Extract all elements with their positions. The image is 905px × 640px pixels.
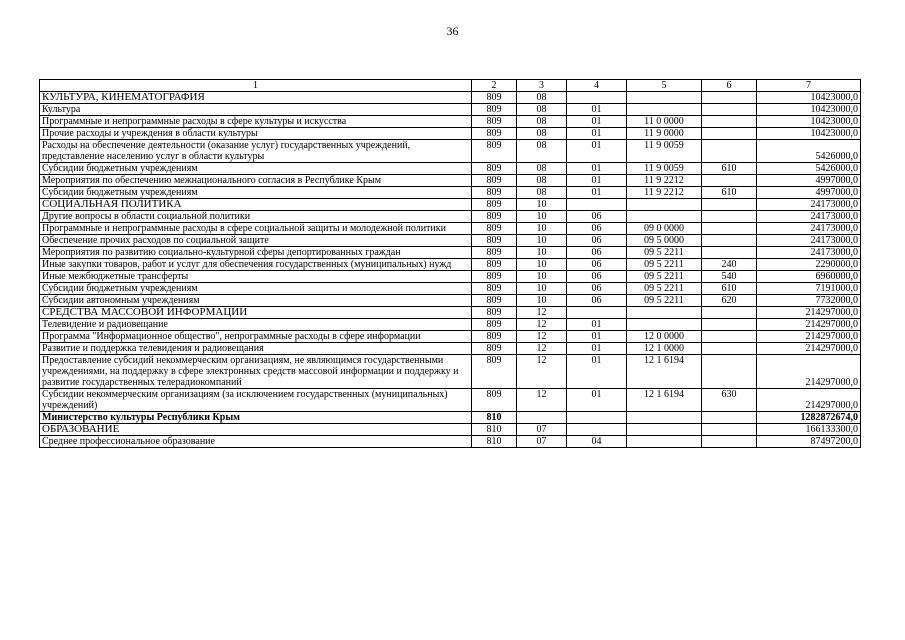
row-name: Программные и непрограммные расходы в сфере культуры и искусства	[40, 116, 472, 128]
cell-section-code: 08	[517, 187, 567, 199]
cell-section-code: 08	[517, 92, 567, 104]
cell-ministry-code: 809	[472, 187, 517, 199]
cell-section-code: 08	[517, 116, 567, 128]
cell-amount: 214297000,0	[757, 355, 861, 389]
row-name: СОЦИАЛЬНАЯ ПОЛИТИКА	[40, 199, 472, 211]
cell-target-code	[627, 104, 702, 116]
cell-ministry-code: 809	[472, 355, 517, 389]
row-name: Обеспечение прочих расходов по социальной защите	[40, 235, 472, 247]
cell-ministry-code: 809	[472, 259, 517, 271]
table-row	[40, 436, 861, 448]
cell-section-code: 10	[517, 211, 567, 223]
cell-amount: 7191000,0	[757, 283, 861, 295]
cell-expense-type	[702, 343, 757, 355]
cell-expense-type	[702, 92, 757, 104]
table-row	[40, 247, 861, 259]
cell-subsection-code: 06	[567, 283, 627, 295]
row-name: Предоставление субсидий некоммерческим организациям, не являющимся государственными учреждениями, на поддержку в сфере электронных средств массовой информации и поддержку и развитие государственных телерадиокомпаний	[40, 355, 472, 389]
cell-amount: 214297000,0	[757, 343, 861, 355]
cell-expense-type	[702, 116, 757, 128]
row-name: Мероприятия по развитию социально-культурной сферы депортированных граждан	[40, 247, 472, 259]
cell-target-code: 12 0 0000	[627, 331, 702, 343]
row-name: Субсидии автономным учреждениям	[40, 295, 472, 307]
cell-section-code: 08	[517, 175, 567, 187]
cell-subsection-code: 06	[567, 247, 627, 259]
cell-ministry-code: 809	[472, 389, 517, 412]
cell-ministry-code: 809	[472, 223, 517, 235]
table-row	[40, 389, 861, 412]
cell-subsection-code: 01	[567, 116, 627, 128]
cell-subsection-code: 06	[567, 271, 627, 283]
cell-amount: 24173000,0	[757, 211, 861, 223]
row-name: Телевидение и радиовещание	[40, 319, 472, 331]
cell-section-code: 10	[517, 295, 567, 307]
cell-expense-type	[702, 140, 757, 163]
cell-expense-type	[702, 235, 757, 247]
row-name: Культура	[40, 104, 472, 116]
cell-section-code: 12	[517, 343, 567, 355]
cell-amount: 4997000,0	[757, 187, 861, 199]
table-row	[40, 424, 861, 436]
table-row	[40, 140, 861, 163]
table-body	[40, 92, 861, 448]
cell-target-code: 11 9 0059	[627, 140, 702, 163]
cell-target-code: 11 9 2212	[627, 175, 702, 187]
cell-ministry-code: 809	[472, 283, 517, 295]
table-row	[40, 223, 861, 235]
page-number: 36	[446, 24, 459, 38]
row-name: Субсидии бюджетным учреждениям	[40, 187, 472, 199]
cell-section-code: 10	[517, 199, 567, 211]
cell-expense-type	[702, 199, 757, 211]
cell-section-code: 08	[517, 163, 567, 175]
cell-expense-type	[702, 436, 757, 448]
cell-target-code	[627, 199, 702, 211]
cell-ministry-code: 809	[472, 295, 517, 307]
cell-ministry-code: 809	[472, 211, 517, 223]
cell-section-code	[517, 412, 567, 424]
cell-ministry-code: 810	[472, 412, 517, 424]
cell-section-code: 12	[517, 389, 567, 412]
cell-amount: 214297000,0	[757, 389, 861, 412]
table-row	[40, 211, 861, 223]
row-name: Среднее профессиональное образование	[40, 436, 472, 448]
cell-target-code: 11 0 0000	[627, 116, 702, 128]
cell-subsection-code: 01	[567, 331, 627, 343]
table-row	[40, 235, 861, 247]
cell-section-code: 07	[517, 424, 567, 436]
cell-expense-type	[702, 355, 757, 389]
cell-ministry-code: 809	[472, 163, 517, 175]
cell-subsection-code: 06	[567, 295, 627, 307]
cell-ministry-code: 810	[472, 436, 517, 448]
cell-expense-type: 540	[702, 271, 757, 283]
row-name: ОБРАЗОВАНИЕ	[40, 424, 472, 436]
row-name: Прочие расходы и учреждения в области культуры	[40, 128, 472, 140]
cell-ministry-code: 809	[472, 331, 517, 343]
table-row	[40, 343, 861, 355]
cell-target-code: 12 1 6194	[627, 389, 702, 412]
cell-subsection-code	[567, 92, 627, 104]
cell-target-code: 09 5 2211	[627, 247, 702, 259]
cell-expense-type: 610	[702, 283, 757, 295]
cell-subsection-code: 01	[567, 343, 627, 355]
column-header: 3	[517, 80, 567, 92]
table-row	[40, 104, 861, 116]
cell-section-code: 08	[517, 140, 567, 163]
cell-section-code: 12	[517, 307, 567, 319]
row-name: СРЕДСТВА МАССОВОЙ ИНФОРМАЦИИ	[40, 307, 472, 319]
cell-amount: 166133300,0	[757, 424, 861, 436]
cell-ministry-code: 809	[472, 116, 517, 128]
column-header: 5	[627, 80, 702, 92]
row-name: Иные межбюджетные трансферты	[40, 271, 472, 283]
cell-ministry-code: 809	[472, 319, 517, 331]
cell-subsection-code	[567, 424, 627, 436]
cell-amount: 24173000,0	[757, 199, 861, 211]
cell-amount: 10423000,0	[757, 128, 861, 140]
cell-target-code	[627, 319, 702, 331]
cell-amount: 87497200,0	[757, 436, 861, 448]
cell-subsection-code: 01	[567, 163, 627, 175]
cell-subsection-code: 01	[567, 175, 627, 187]
cell-amount: 4997000,0	[757, 175, 861, 187]
cell-amount: 24173000,0	[757, 223, 861, 235]
table-row	[40, 331, 861, 343]
budget-table	[39, 79, 861, 448]
cell-expense-type	[702, 247, 757, 259]
column-header: 4	[567, 80, 627, 92]
cell-ministry-code: 809	[472, 235, 517, 247]
row-name: Программа "Информационное общество", непрограммные расходы в сфере информации	[40, 331, 472, 343]
cell-amount: 24173000,0	[757, 247, 861, 259]
cell-expense-type	[702, 175, 757, 187]
cell-expense-type: 240	[702, 259, 757, 271]
table-row	[40, 187, 861, 199]
cell-section-code: 12	[517, 355, 567, 389]
cell-ministry-code: 809	[472, 271, 517, 283]
cell-expense-type	[702, 104, 757, 116]
table-row	[40, 116, 861, 128]
cell-ministry-code: 809	[472, 343, 517, 355]
table-row	[40, 199, 861, 211]
cell-amount: 5426000,0	[757, 140, 861, 163]
cell-target-code	[627, 307, 702, 319]
cell-section-code: 12	[517, 319, 567, 331]
cell-target-code	[627, 92, 702, 104]
table-row	[40, 128, 861, 140]
cell-subsection-code: 04	[567, 436, 627, 448]
cell-ministry-code: 809	[472, 199, 517, 211]
cell-subsection-code: 01	[567, 140, 627, 163]
cell-amount: 214297000,0	[757, 319, 861, 331]
table-row	[40, 295, 861, 307]
cell-amount: 214297000,0	[757, 331, 861, 343]
row-name: Субсидии бюджетным учреждениям	[40, 283, 472, 295]
cell-target-code: 09 5 0000	[627, 235, 702, 247]
cell-target-code: 09 0 0000	[627, 223, 702, 235]
cell-expense-type	[702, 424, 757, 436]
cell-amount: 7732000,0	[757, 295, 861, 307]
cell-subsection-code	[567, 412, 627, 424]
cell-subsection-code: 01	[567, 128, 627, 140]
cell-target-code	[627, 424, 702, 436]
row-name: Министерство культуры Республики Крым	[40, 412, 472, 424]
column-header: 6	[702, 80, 757, 92]
cell-expense-type	[702, 412, 757, 424]
table-row	[40, 163, 861, 175]
cell-target-code: 09 5 2211	[627, 283, 702, 295]
cell-amount: 24173000,0	[757, 235, 861, 247]
row-name: Иные закупки товаров, работ и услуг для обеспечения государственных (муниципальных) нужд	[40, 259, 472, 271]
column-header: 1	[40, 80, 472, 92]
cell-target-code: 11 9 2212	[627, 187, 702, 199]
cell-section-code: 08	[517, 104, 567, 116]
column-header: 2	[472, 80, 517, 92]
cell-target-code: 12 1 6194	[627, 355, 702, 389]
table-row	[40, 175, 861, 187]
row-name: Субсидии некоммерческим организациям (за исключением государственных (муниципальных) учреждений)	[40, 389, 472, 412]
cell-section-code: 10	[517, 283, 567, 295]
table-row	[40, 355, 861, 389]
cell-target-code: 11 9 0000	[627, 128, 702, 140]
table-row	[40, 283, 861, 295]
cell-expense-type	[702, 223, 757, 235]
cell-section-code: 08	[517, 128, 567, 140]
cell-ministry-code: 810	[472, 424, 517, 436]
cell-amount: 10423000,0	[757, 116, 861, 128]
cell-expense-type: 610	[702, 163, 757, 175]
cell-ministry-code: 809	[472, 247, 517, 259]
cell-subsection-code: 06	[567, 211, 627, 223]
cell-expense-type: 610	[702, 187, 757, 199]
row-name: Программные и непрограммные расходы в сфере социальной защиты и молодежной политики	[40, 223, 472, 235]
cell-target-code: 12 1 0000	[627, 343, 702, 355]
cell-target-code	[627, 211, 702, 223]
row-name: КУЛЬТУРА, КИНЕМАТОГРАФИЯ	[40, 92, 472, 104]
cell-amount: 10423000,0	[757, 104, 861, 116]
cell-subsection-code: 06	[567, 235, 627, 247]
cell-section-code: 10	[517, 247, 567, 259]
cell-target-code	[627, 412, 702, 424]
cell-section-code: 10	[517, 223, 567, 235]
cell-ministry-code: 809	[472, 92, 517, 104]
cell-ministry-code: 809	[472, 307, 517, 319]
cell-target-code: 09 5 2211	[627, 295, 702, 307]
cell-expense-type	[702, 319, 757, 331]
cell-section-code: 10	[517, 259, 567, 271]
table-row	[40, 259, 861, 271]
cell-ministry-code: 809	[472, 175, 517, 187]
row-name: Другие вопросы в области социальной политики	[40, 211, 472, 223]
cell-subsection-code: 01	[567, 389, 627, 412]
cell-expense-type	[702, 128, 757, 140]
table-row	[40, 412, 861, 424]
row-name: Мероприятия по обеспечению межнационального согласия в Республике Крым	[40, 175, 472, 187]
cell-amount: 5426000,0	[757, 163, 861, 175]
cell-ministry-code: 809	[472, 104, 517, 116]
cell-ministry-code: 809	[472, 140, 517, 163]
row-name: Развитие и поддержка телевидения и радиовещания	[40, 343, 472, 355]
cell-subsection-code: 06	[567, 223, 627, 235]
cell-section-code: 10	[517, 235, 567, 247]
table-row	[40, 319, 861, 331]
cell-target-code	[627, 436, 702, 448]
cell-section-code: 07	[517, 436, 567, 448]
cell-subsection-code: 01	[567, 319, 627, 331]
table-row	[40, 271, 861, 283]
row-name: Субсидии бюджетным учреждениям	[40, 163, 472, 175]
cell-expense-type	[702, 211, 757, 223]
cell-target-code: 09 5 2211	[627, 259, 702, 271]
cell-expense-type: 630	[702, 389, 757, 412]
cell-section-code: 12	[517, 331, 567, 343]
cell-ministry-code: 809	[472, 128, 517, 140]
cell-subsection-code: 01	[567, 355, 627, 389]
table-header-row	[40, 80, 861, 92]
cell-subsection-code: 01	[567, 104, 627, 116]
cell-subsection-code: 06	[567, 259, 627, 271]
row-name: Расходы на обеспечение деятельности (оказание услуг) государственных учреждений, представление населению услуг в области культуры	[40, 140, 472, 163]
cell-amount: 1282872674,0	[757, 412, 861, 424]
cell-amount: 2290000,0	[757, 259, 861, 271]
cell-subsection-code	[567, 199, 627, 211]
cell-amount: 214297000,0	[757, 307, 861, 319]
cell-expense-type	[702, 307, 757, 319]
cell-subsection-code: 01	[567, 187, 627, 199]
cell-section-code: 10	[517, 271, 567, 283]
cell-target-code: 09 5 2211	[627, 271, 702, 283]
table-row	[40, 92, 861, 104]
cell-expense-type: 620	[702, 295, 757, 307]
cell-amount: 10423000,0	[757, 92, 861, 104]
cell-subsection-code	[567, 307, 627, 319]
cell-expense-type	[702, 331, 757, 343]
cell-target-code: 11 9 0059	[627, 163, 702, 175]
column-header: 7	[757, 80, 861, 92]
cell-amount: 6960000,0	[757, 271, 861, 283]
table-row	[40, 307, 861, 319]
